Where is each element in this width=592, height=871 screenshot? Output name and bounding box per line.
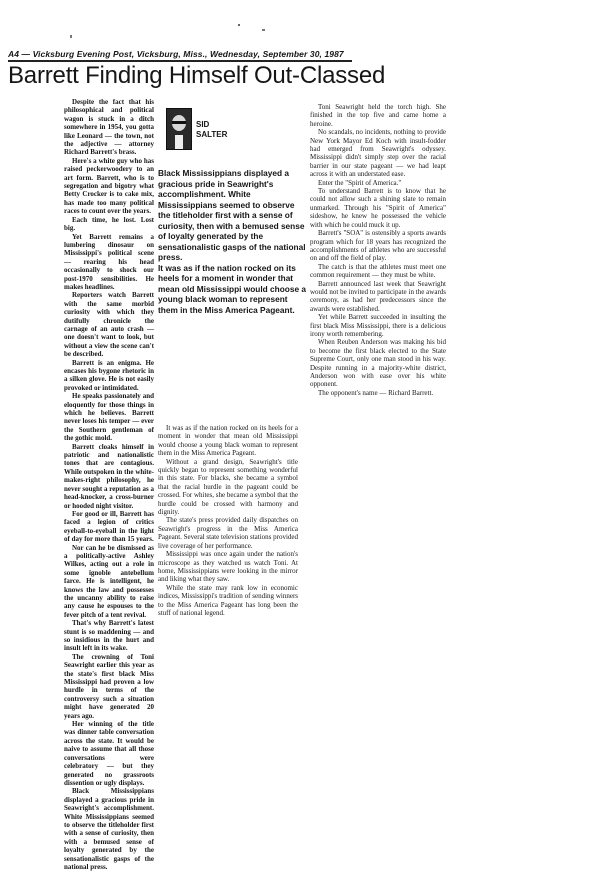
pull-quote-part-2: It was as if the nation rocked on its heels for a moment in wonder that mean old Mississippi would choose a young black woman to represent them in the Miss America Pageant. xyxy=(158,262,306,315)
columnist-name-line-2: SALTER xyxy=(196,130,228,139)
article-paragraph: The opponent's name — Richard Barrett. xyxy=(318,388,434,397)
article-paragraph: Without a grand design, Seawright's title quickly began to represent something wonderful in this state. For blacks, she became a symbol that the racial hurdle in the pageant could be crossed. For whites, she became a symbol that the hurdle could be crossed with harmony and dignity. xyxy=(158,457,298,517)
article-paragraph: Black Mississippians displayed a gracious pride in Seawright's accomplishment. White Mississippians seemed to observe the titleholder first with a sense of curiosity, then with a bemused sense of loyalty generated by the sensationalistic gasps of the national press. xyxy=(64,787,154,871)
article-paragraph: Barrett cloaks himself in patriotic and nationalistic tones that are contagious. While outspoken in the white-makes-right philosophy, he never sought a reputation as a head-knocker, a cross-burner or hooded night visitor. xyxy=(64,442,154,510)
article-paragraph: No scandals, no incidents, nothing to provide New York Mayor Ed Koch with insult-fodder had emerged from Seawright's odyssey. Mississippi didn't simply step over the racial barrier in our state pageant — we had leapt across it with an understated ease. xyxy=(310,128,446,179)
article-paragraph: He speaks passionately and eloquently for those things in which he believes. Barrett never loses his temper — ever the Southern gentleman of the gothic mold. xyxy=(64,392,154,443)
article-paragraph: Nor can he be dismissed as a politically-active Ashley Wilkes, acting out a role in some ignoble antebellum farce. He is intelligent, he knows the law and possesses the uncanny ability to raise any cause he espouses to the fever pitch of a tent revival. xyxy=(64,543,154,619)
article-paragraph: Yet Barrett remains a lumbering dinosaur on Mississippi's political scene — rearing his head occasionally to shock our post-1970 sensibilities. He makes headlines. xyxy=(64,232,154,291)
article-paragraph: While the state may rank low in economic indices, Mississippi's tradition of sending winners to the Miss America Pageant has long been the stuff of national legend. xyxy=(158,583,298,617)
columnist-byline xyxy=(158,102,304,160)
article-paragraph: The state's press provided daily dispatches on Seawright's progress in the Miss America Pageant. Several state television stations provided live coverage of her performance. xyxy=(158,516,298,550)
article-paragraph: Reporters watch Barrett with the same morbid curiosity with which they dutifully chronicle the carnage of an auto crash — one doesn't want to look, but without a view the scene can't be described. xyxy=(64,291,154,359)
article-paragraph: The catch is that the athletes must meet one common requirement — they must be white. xyxy=(310,262,446,280)
article-paragraph: Barrett is an enigma. He encases his bygone rhetoric in a silken glove. He is not easily provoked or intimidated. xyxy=(64,358,154,392)
columnist-shirt xyxy=(175,135,183,149)
masthead-folio: A4 — Vicksburg Evening Post, Vicksburg, Miss., Wednesday, September 30, 1987 xyxy=(8,49,344,59)
pull-quote-part-1: Black Mississippians displayed a gracious pride in Seawright's accomplishment. White Mississippians seemed to observe the titleholder first with a sense of curiosity, then with a bemused sense of loyalty generated by the sensationalistic gasps of the national press. xyxy=(158,168,306,262)
article-paragraph: It was as if the nation rocked on its heels for a moment in wonder that mean old Mississippi would choose a young black woman to represent them in the Miss America Pageant. xyxy=(158,424,298,458)
column-3-text xyxy=(310,103,446,397)
article-paragraph: That's why Barrett's latest stunt is so maddening — and so insidious in the hurt and insult left in its wake. xyxy=(64,619,154,653)
article-paragraph: Enter the "Spirit of America." xyxy=(318,178,402,187)
article-paragraph: The crowning of Toni Seawright earlier this year as the state's first black Miss Mississippi had proven a low hurdle in terms of the controversy such a situation might have generated 20 years ago. xyxy=(64,652,154,720)
article-paragraph: When Reuben Anderson was making his bid to become the first black elected to the State Supreme Court, only one man stood in his way. Despite running in a majority-white district, Anderson won with ease over his white opponent. xyxy=(310,338,446,389)
article-paragraph: Despite the fact that his philosophical and political wagon is stuck in a ditch somewhere in 1954, you gotta like Leonard — the town, not the adjective — attorney Richard Barrett's brass. xyxy=(64,98,154,157)
article-headline: Barrett Finding Himself Out-Classed xyxy=(8,62,386,89)
article-paragraph: Barrett announced last week that Seawright would not be invited to participate in the awards ceremony, as had her predecessors since the awards were established. xyxy=(310,279,446,313)
scan-mark-left xyxy=(70,35,72,38)
column-1-text xyxy=(64,98,154,871)
article-paragraph: For good or ill, Barrett has faced a legion of critics eyeball-to-eyeball in the light of day for more than 15 years. xyxy=(64,509,154,544)
article-paragraph: Mississippi was once again under the nation's microscope as they watched us watch Toni. At home, Mississippians were looking in the mirror and liking what they saw. xyxy=(158,550,298,584)
article-column-3 xyxy=(310,103,446,397)
article-paragraph: Barrett's "SOA" is ostensibly a sports awards program which for 18 years has recognized the accomplishments of athletes who are successful on and off the field of play. xyxy=(310,229,446,263)
columnist-photo xyxy=(166,108,192,150)
column-2-text xyxy=(158,424,298,617)
pull-quote xyxy=(158,168,308,315)
article-paragraph: Yet while Barrett succeeded in insulting the first black Miss Mississippi, there is a delicious irony worth remembering. xyxy=(310,313,446,338)
article-paragraph: Each time, he lost. Lost big. xyxy=(64,215,154,233)
article-column-1 xyxy=(64,98,154,871)
article-paragraph: Toni Seawright held the torch high. She finished in the top five and came home a heroine. xyxy=(310,103,446,128)
article-paragraph: Here's a white guy who has raised peckerwoodery to an art form. Barrett, who is to segregation and bigotry what Betty Crocker is to cake mix, has made too many political races to count over the years. xyxy=(64,156,154,216)
columnist-name xyxy=(196,120,227,140)
columnist-name-line-1: SID xyxy=(196,120,210,129)
columnist-glasses xyxy=(172,121,186,124)
scan-mark-top xyxy=(238,24,240,26)
scan-mark-top-right xyxy=(262,29,265,31)
article-column-2 xyxy=(158,424,298,617)
article-paragraph: To understand Barrett is to know that he could not allow such a shining slate to remain unmarked. Through his "Spirit of America" sideshow, he knew he possessed the vehicle with which he could muck it up. xyxy=(310,187,446,229)
article-paragraph: Her winning of the title was dinner table conversation across the state. It would be naive to assume that all those conversations were celebratory — but they generated no grassroots dissention or ugly displays. xyxy=(64,720,154,787)
